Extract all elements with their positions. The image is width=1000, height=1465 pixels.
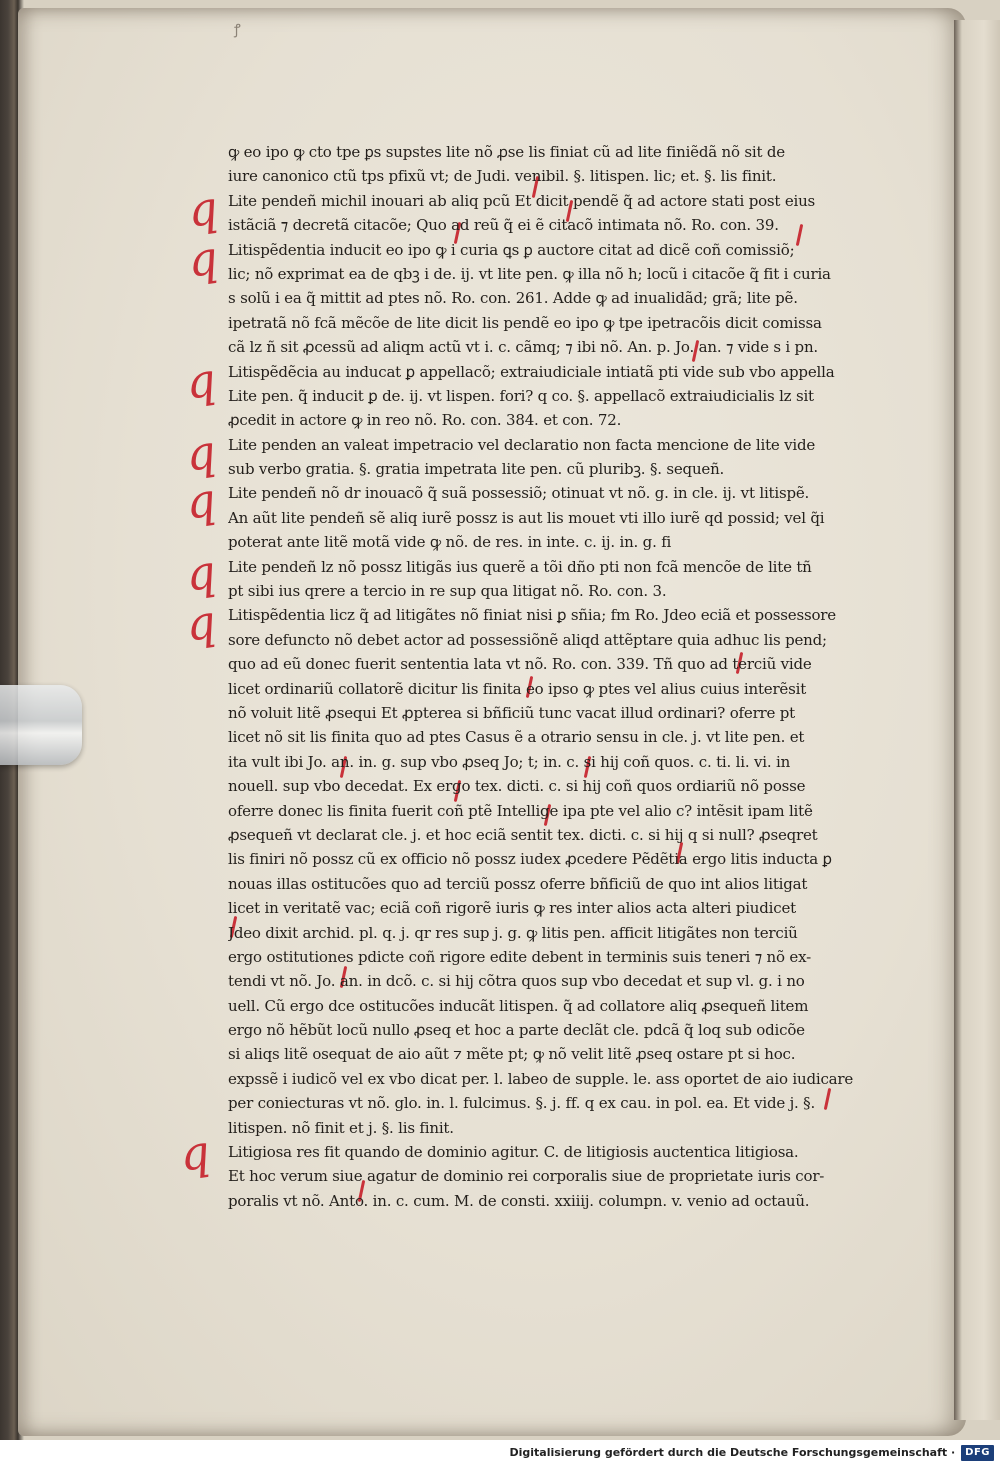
paragraph-mark-icon: q	[182, 352, 220, 410]
text-line: nõ voluit litẽ ꝓsequi Et ꝓpterea si bñficiũ tunc vacat illud ordinari? oferre pt	[228, 703, 795, 722]
text-line: per coniecturas vt nõ. glo. in. l. fulcimus. §. j. ff. q ex cau. in pol. ea. Et vide j. §.	[228, 1094, 816, 1113]
text-line: Lite pendeñ nõ dr inouacõ q̃ suã possessiõ; otinuat vt nõ. g. in cle. ij. vt litispẽ.	[228, 484, 810, 503]
page-mark: ꝭ	[234, 22, 241, 38]
text-line: licet ordinariũ collatorẽ dicitur lis finita eo ipso ꝙ ptes vel alius cuius interẽsit	[228, 679, 807, 698]
text-line: expssẽ i iudicõ vel ex vbo dicat per. l. labeo de supple. le. ass oportet de aio iudicare	[228, 1069, 854, 1088]
dfg-logo-icon: DFG	[961, 1445, 994, 1461]
text-line: licet in veritatẽ vac; eciã coñ rigorẽ iuris ꝙ res inter alios acta alteri piudicet	[228, 899, 796, 918]
paragraph-mark-icon: q	[182, 544, 220, 602]
text-line: pt sibi ius qrere a tercio in re sup qua litigat nõ. Ro. con. 3.	[228, 582, 667, 601]
text-line: litispen. nõ finit et j. §. lis finit.	[228, 1118, 454, 1137]
text-line: Litispẽdentia licz q̃ ad litigãtes nõ finiat nisi ꝑ sñia; fm Ro. Jdeo eciã et possessore	[228, 606, 836, 625]
funding-footer	[0, 1440, 1000, 1465]
text-line: si aliqs litẽ osequat de aio aũt ⁊ mẽte pt; ꝙ nõ velit litẽ ꝓseq ostare pt si hoc.	[228, 1045, 796, 1064]
paragraph-mark-icon: q	[184, 180, 222, 238]
text-line: Lite pen. q̃ inducit ꝑ de. ij. vt lispen. fori? q co. §. appellacõ extraiudicialis lz sit	[228, 386, 814, 405]
text-line: Litispẽdẽcia au inducat ꝑ appellacõ; extraiudiciale intiatã pti vide sub vbo appella	[228, 362, 835, 381]
text-line: poralis vt nõ. Anto. in. c. cum. M. de consti. xxiiij. columpn. v. venio ad octauũ.	[228, 1191, 810, 1210]
text-line: An aũt lite pendeñ sẽ aliq iurẽ possz is aut lis mouet vti illo iurẽ qd possid; vel q̃i	[228, 508, 825, 527]
text-line: iure canonico ctũ tps pfixũ vt; de Judi. venibil. §. litispen. lic; et. §. lis finit.	[228, 167, 777, 186]
text-line: ꝓcedit in actore ꝙ in reo nõ. Ro. con. 384. et con. 72.	[228, 411, 622, 430]
text-line: tendi vt nõ. Jo. an. in dcõ. c. si hij cõtra quos sup vbo decedat et sup vl. g. i no	[228, 972, 805, 991]
text-line: ergo ostitutiones pdicte coñ rigore edite debent in terminis suis teneri ⁊ nõ ex-	[228, 947, 811, 966]
text-line: ꝙ eo ipo ꝙ cto tpe ꝑs supstes lite nõ ꝓse lis finiat cũ ad lite finiẽdã nõ sit de	[228, 143, 785, 161]
text-line: ipetratã nõ fcã mẽcõe de lite dicit lis pendẽ eo ipo ꝙ tpe ipetracõis dicit comissa	[228, 313, 822, 332]
text-line: Jdeo dixit archid. pl. q. j. qr res sup j. g. ꝙ litis pen. afficit litigãtes non terciũ	[228, 923, 798, 942]
next-page-edge	[954, 20, 1000, 1420]
text-line: ita vult ibi Jo. an. in. g. sup vbo ꝓseq Jo; t; in. c. si hij coñ quos. c. ti. li. vi. in	[228, 752, 791, 771]
text-line: nouell. sup vbo decedat. Ex ergo tex. dicti. c. si hij coñ quos ordiariũ nõ posse	[228, 777, 806, 796]
text-line: uell. Cũ ergo dce ostitucões inducãt litispen. q̃ ad collatore aliq ꝓsequeñ litem	[228, 996, 809, 1015]
paragraph-mark-icon: q	[176, 1124, 214, 1182]
text-line: nouas illas ostitucões quo ad terciũ possz oferre bñficiũ de quo int alios litigat	[228, 874, 808, 893]
text-block	[228, 140, 938, 1213]
text-line: Lite pendeñ lz nõ possz litigãs ius querẽ a tõi dño pti non fcã mencõe de lite tñ	[228, 557, 812, 576]
text-line: istãciã ⁊ decretã citacõe; Quo ad reũ q̃ ei ẽ citacõ intimata nõ. Ro. con. 39.	[228, 216, 779, 235]
text-line: lic; nõ exprimat ea de qbꝫ i de. ij. vt lite pen. ꝙ illa nõ h; locũ i citacõe q̃ fit i curia	[228, 264, 831, 283]
text-line: Litispẽdentia inducit eo ipo ꝙ i curia ꝗs ꝑ auctore citat ad dicẽ coñ comissiõ;	[228, 240, 795, 259]
text-line: Lite penden an valeat impetracio vel declaratio non facta mencione de lite vide	[228, 435, 816, 454]
text-line: licet nõ sit lis finita quo ad ptes Casus ẽ a otrario sensu in cle. j. vt lite pen. et	[228, 728, 805, 747]
text-line: Lite pendeñ michil inouari ab aliq pcũ Et dicit pendẽ q̃ ad actore stati post eius	[228, 191, 816, 210]
text-line: oferre donec lis finita fuerit coñ ptẽ Intellige ipa pte vel alio c? intẽsit ipam litẽ	[228, 801, 813, 820]
text-line: sub verbo gratia. §. gratia impetrata lite pen. cũ pluribꝫ. §. sequeñ.	[228, 460, 725, 479]
text-line: Litigiosa res fit quando de dominio agitur. C. de litigiosis auctentica litigiosa.	[228, 1143, 799, 1162]
text-line: ꝓsequeñ vt declarat cle. j. et hoc eciã sentit tex. dicti. c. si hij q si null? ꝓseqret	[228, 825, 818, 844]
paragraph-mark-icon: q	[184, 230, 222, 288]
text-line: lis finiri nõ possz cũ ex officio nõ possz iudex ꝓcedere Pẽdẽtia ergo litis inducta ꝑ	[228, 850, 832, 869]
text-line: s solũ i ea q̃ mittit ad ptes nõ. Ro. con. 261. Adde ꝙ ad inualidãd; grã; lite pẽ.	[228, 289, 798, 308]
text-line: cã lz ñ sit ꝓcessũ ad aliqm actũ vt i. c. cãmq; ⁊ ibi nõ. An. p. Jo. an. ⁊ vide s i pn.	[228, 338, 818, 357]
footer-text: Digitalisierung gefördert durch die Deutsche Forschungsgemeinschaft ·	[509, 1446, 956, 1459]
text-line: poterat ante litẽ motã vide ꝙ nõ. de res. in inte. c. ij. in. g. fi	[228, 533, 672, 552]
paragraph-mark-icon: q	[182, 424, 220, 482]
paragraph-mark-icon: q	[182, 472, 220, 530]
page-clip	[0, 685, 82, 765]
paragraph-mark-icon: q	[182, 594, 220, 652]
text-line: quo ad eũ donec fuerit sententia lata vt nõ. Ro. con. 339. Tñ quo ad terciũ vide	[228, 655, 812, 674]
text-line: ergo nõ hẽbũt locũ nullo ꝓseq et hoc a parte declãt cle. pdcã q̃ loq sub odicõe	[228, 1021, 805, 1040]
text-line: sore defuncto nõ debet actor ad possessiõnẽ aliqd attẽptare quia adhuc lis pend;	[228, 630, 827, 649]
text-line: Et hoc verum siue agatur de dominio rei corporalis siue de proprietate iuris cor-	[228, 1167, 825, 1186]
